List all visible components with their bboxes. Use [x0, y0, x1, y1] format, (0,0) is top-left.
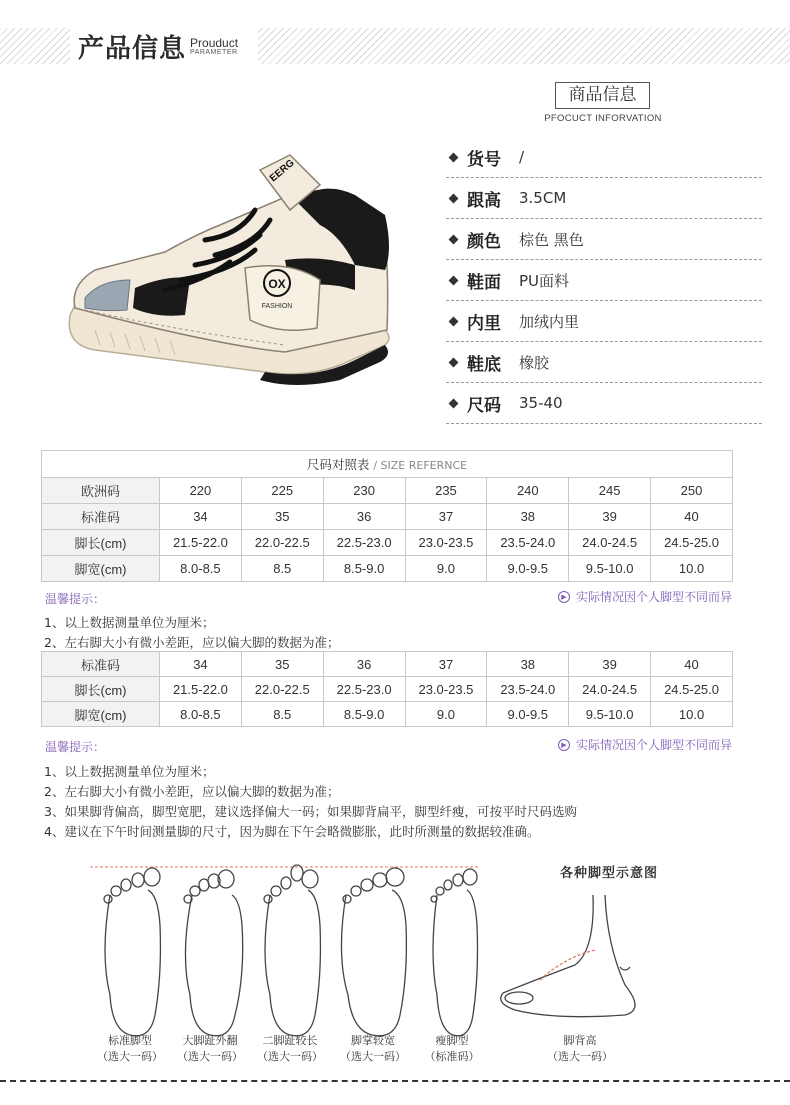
spec-value: 加绒内里: [519, 312, 580, 331]
tips-2-line: 3、如果脚背偏高，脚型宽肥，建议选择偏大一码；如果脚背扁平，脚型纤瘦，可按平时尺码选购: [44, 804, 577, 819]
size-table-row: [42, 556, 733, 582]
size-table-cell: 23.0-23.5: [405, 677, 487, 702]
header-title-en-sub: PARAMETER: [190, 48, 238, 56]
size-table-row-head: 脚宽(cm): [42, 702, 160, 727]
foot-advice: （选大一码）: [547, 1050, 613, 1063]
size-table-cell: 235: [405, 478, 487, 504]
size-table-cell: 22.5-23.0: [323, 530, 405, 556]
size-table-cell: 23.5-24.0: [487, 530, 569, 556]
size-table-cell: 9.0-9.5: [487, 556, 569, 582]
size-table-row-head: 欧洲码: [42, 478, 160, 504]
foot-name: 大脚趾外翻: [182, 1034, 238, 1047]
spec-label: 货号: [467, 149, 501, 170]
spec-value: /: [519, 148, 525, 166]
spec-label: 跟高: [467, 190, 501, 211]
diamond-bullet-icon: [449, 398, 459, 408]
foot-label-bunion: [165, 1033, 255, 1065]
play-circle-icon: ▶: [558, 591, 570, 603]
foot-name: 二脚趾较长: [262, 1034, 318, 1047]
size-table-cell: 23.0-23.5: [405, 530, 487, 556]
product-info-subtitle: PFOCUCT INFORVATION: [544, 113, 662, 124]
size-table-cell: 24.0-24.5: [569, 677, 651, 702]
bottom-divider: [0, 1080, 790, 1082]
size-table-title: [41, 450, 733, 477]
size-table-cell: 9.0: [405, 556, 487, 582]
size-table-cell: 22.5-23.0: [323, 677, 405, 702]
size-table-cell: 24.5-25.0: [651, 530, 733, 556]
size-table-row-head: 脚长(cm): [42, 677, 160, 702]
spec-row-item-no: [446, 137, 762, 178]
size-table-cell: 40: [651, 504, 733, 530]
foot-advice: （标准码）: [424, 1050, 480, 1063]
size-table-cell: 8.0-8.5: [160, 702, 242, 727]
size-table-cell: 225: [241, 478, 323, 504]
size-table-cell: 24.5-25.0: [651, 677, 733, 702]
diamond-bullet-icon: [449, 357, 459, 367]
size-table-row: [42, 530, 733, 556]
size-table-cell: 10.0: [651, 556, 733, 582]
size-table-cell: 250: [651, 478, 733, 504]
size-table-cell: 37: [405, 504, 487, 530]
header-title: 产品信息: [78, 33, 187, 64]
size-table-cell: 39: [569, 652, 651, 677]
tips-2-note: [558, 736, 732, 753]
spec-row-lining: [446, 301, 762, 342]
size-table-cell: 36: [323, 504, 405, 530]
size-table-cell: 8.0-8.5: [160, 556, 242, 582]
spec-value: 橡胶: [519, 353, 550, 372]
size-table-cell: 10.0: [651, 702, 733, 727]
tips-1-line: 1、以上数据测量单位为厘米；: [44, 615, 215, 630]
size-table-cell: 36: [323, 652, 405, 677]
size-table-row: [42, 702, 733, 727]
size-table-2: [41, 651, 733, 727]
spec-value: 棕色 黑色: [519, 230, 584, 249]
foot-standard-icon: [104, 868, 160, 1036]
tips-2-line: 4、建议在下午时间测量脚的尺寸，因为脚在下午会略微膨胀，此时所测量的数据较准确。: [44, 824, 540, 839]
foot-long-second-toe-icon: [264, 865, 320, 1036]
foot-advice: （选大一码）: [177, 1050, 243, 1063]
shoe-tongue-text: EERG: [267, 157, 297, 185]
size-table-cell: 39: [569, 504, 651, 530]
spec-value: 3.5CM: [519, 189, 567, 207]
size-table-title-en: / SIZE REFERNCE: [373, 459, 468, 472]
size-table-cell: 23.5-24.0: [487, 677, 569, 702]
size-table-cell: 9.5-10.0: [569, 556, 651, 582]
foot-advice: （选大一码）: [97, 1050, 163, 1063]
size-table-cell: 38: [487, 652, 569, 677]
size-table-cell: 37: [405, 652, 487, 677]
foot-advice: （选大一码）: [340, 1050, 406, 1063]
header-banner: [0, 28, 790, 64]
spec-row-color: [446, 219, 762, 260]
diamond-bullet-icon: [449, 234, 459, 244]
diamond-bullet-icon: [449, 275, 459, 285]
foot-wide-icon: [341, 868, 406, 1036]
foot-name: 脚掌较宽: [351, 1034, 395, 1047]
size-table-row-head: 标准码: [42, 652, 160, 677]
spec-value: PU面料: [519, 271, 570, 290]
size-table-row: [42, 504, 733, 530]
size-table-cell: 8.5-9.0: [323, 556, 405, 582]
size-table-cell: 35: [241, 504, 323, 530]
size-table-1: [41, 477, 733, 582]
size-table-cell: 220: [160, 478, 242, 504]
size-table-cell: 21.5-22.0: [160, 677, 242, 702]
size-table-cell: 34: [160, 652, 242, 677]
spec-label: 颜色: [467, 231, 501, 252]
spec-row-upper: [446, 260, 762, 301]
size-table-cell: 8.5-9.0: [323, 702, 405, 727]
tips-1-head: 温馨提示：: [45, 592, 106, 606]
size-table-cell: 38: [487, 504, 569, 530]
spec-value: 35-40: [519, 394, 563, 412]
foot-label-slim: [407, 1033, 497, 1065]
tips-2-line: 1、以上数据测量单位为厘米；: [44, 764, 215, 779]
header-title-en: [190, 37, 238, 56]
header-title-en-main: Prouduct: [190, 35, 239, 50]
tips-1-line: 2、左右脚大小有微小差距，应以偏大脚的数据为准；: [44, 635, 340, 650]
size-table-cell: 230: [323, 478, 405, 504]
foot-label-wide: [328, 1033, 418, 1065]
diamond-bullet-icon: [449, 152, 459, 162]
size-table-cell: 9.5-10.0: [569, 702, 651, 727]
spec-label: 鞋底: [467, 354, 501, 375]
tips-1-note: [558, 588, 732, 605]
spec-label: 内里: [467, 313, 501, 334]
foot-name: 脚背高: [563, 1034, 597, 1047]
foot-advice: （选大一码）: [257, 1050, 323, 1063]
size-table-cell: 9.0: [405, 702, 487, 727]
size-table-cell: 22.0-22.5: [241, 677, 323, 702]
foot-types-title: 各种脚型示意图: [560, 866, 659, 881]
size-table-cell: 245: [569, 478, 651, 504]
shoe-brand-tag: FASHION: [261, 303, 293, 310]
size-table-cell: 22.0-22.5: [241, 530, 323, 556]
diamond-bullet-icon: [449, 316, 459, 326]
size-table-cell: 40: [651, 652, 733, 677]
size-table-cell: 8.5: [241, 556, 323, 582]
tips-2-line: 2、左右脚大小有微小差距，应以偏大脚的数据为准；: [44, 784, 340, 799]
spec-row-size: [446, 383, 762, 424]
foot-high-instep-icon: [501, 895, 635, 1017]
diamond-bullet-icon: [449, 193, 459, 203]
foot-slim-icon: [431, 869, 478, 1036]
foot-label-standard: [85, 1033, 175, 1065]
size-table-cell: 9.0-9.5: [487, 702, 569, 727]
size-table-row-head: 标准码: [42, 504, 160, 530]
size-table-row: [42, 478, 733, 504]
spec-row-heel-height: [446, 178, 762, 219]
spec-row-sole: [446, 342, 762, 383]
spec-label: 尺码: [467, 395, 501, 416]
foot-name: 瘦脚型: [435, 1034, 469, 1047]
spec-label: 鞋面: [467, 272, 501, 293]
size-table-cell: 34: [160, 504, 242, 530]
size-table-row: [42, 677, 733, 702]
header-title-box: [70, 28, 258, 64]
tips-2-head: 温馨提示：: [45, 740, 106, 754]
shoe-logo: OX: [268, 277, 286, 291]
foot-bunion-icon: [184, 870, 243, 1036]
size-table-row: [42, 652, 733, 677]
tips-1-note-text: 实际情况因个人脚型不同而异: [575, 590, 732, 604]
size-table-cell: 24.0-24.5: [569, 530, 651, 556]
size-table-cell: 8.5: [241, 702, 323, 727]
size-table-cell: 21.5-22.0: [160, 530, 242, 556]
size-table-row-head: 脚长(cm): [42, 530, 160, 556]
size-table-row-head: 脚宽(cm): [42, 556, 160, 582]
size-table-cell: 240: [487, 478, 569, 504]
foot-name: 标准脚型: [108, 1034, 152, 1047]
foot-label-high-instep: [535, 1033, 625, 1065]
foot-label-long-second-toe: [245, 1033, 335, 1065]
size-table-cell: 35: [241, 652, 323, 677]
tips-2-note-text: 实际情况因个人脚型不同而异: [575, 738, 732, 752]
play-circle-icon: ▶: [558, 739, 570, 751]
shoe-image: [55, 140, 400, 390]
product-info-title: 商品信息: [555, 82, 650, 109]
size-table-title-cn: 尺码对照表: [306, 457, 370, 472]
